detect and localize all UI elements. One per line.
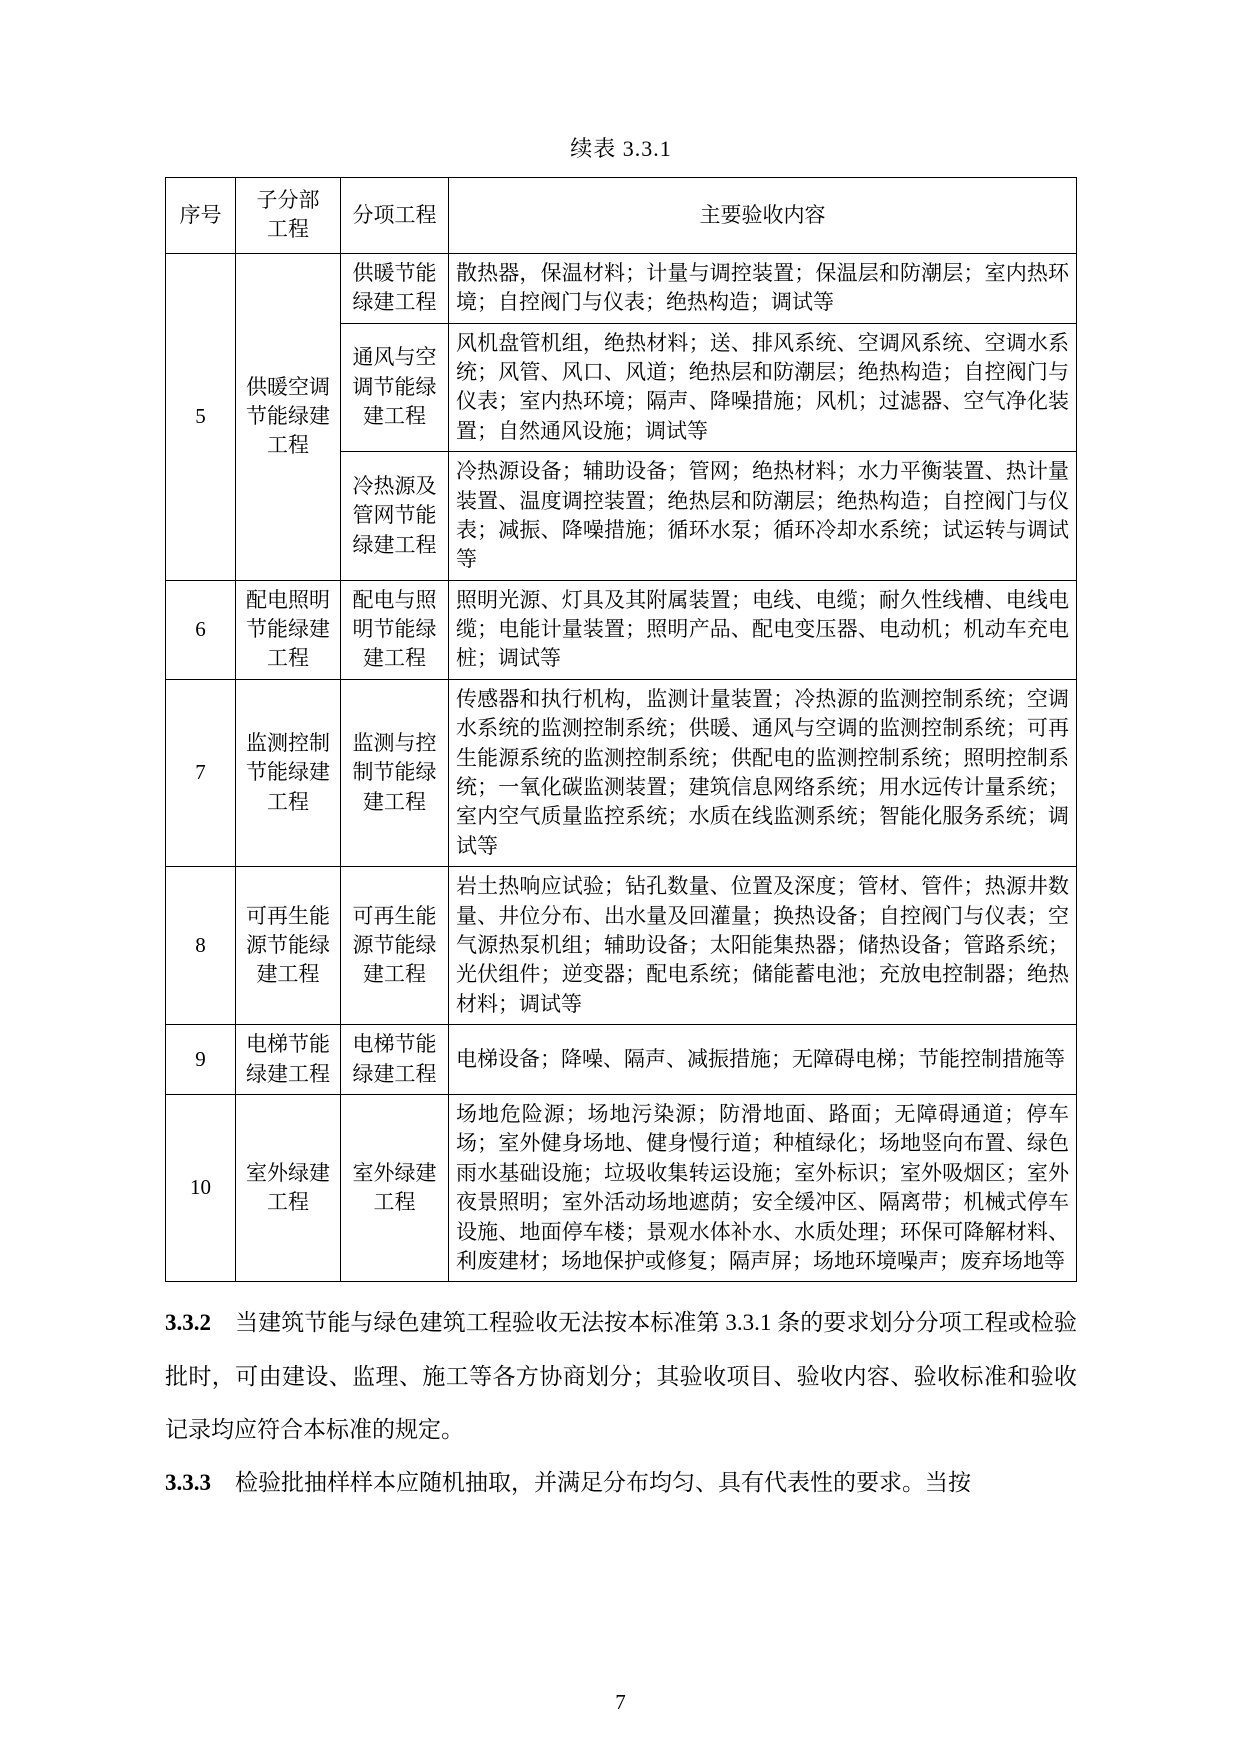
sub-division-cell: 供暖空调节能绿建工程 [236,253,341,580]
serial-cell: 7 [166,679,236,866]
clauses-section [165,1296,1077,1509]
sub-item-cell: 通风与空调节能绿建工程 [341,323,449,452]
table-row [166,1025,1077,1095]
sub-division-cell: 监测控制节能绿建工程 [236,679,341,866]
sub-division-cell: 配电照明节能绿建工程 [236,580,341,679]
sub-division-cell: 室外绿建工程 [236,1094,341,1281]
header-sub-item: 分项工程 [341,178,449,254]
serial-cell: 8 [166,867,236,1025]
table-caption: 续表 3.3.1 [570,136,672,161]
clause-number: 3.3.2 [165,1310,211,1336]
sub-item-cell: 供暖节能绿建工程 [341,253,449,323]
sub-division-cell: 电梯节能绿建工程 [236,1025,341,1095]
table-row [166,867,1077,1025]
serial-cell: 10 [166,1094,236,1281]
header-main-content: 主要验收内容 [449,178,1077,254]
sub-item-cell: 可再生能源节能绿建工程 [341,867,449,1025]
sub-item-cell: 配电与照明节能绿建工程 [341,580,449,679]
acceptance-content-table [165,177,1077,1282]
table-header-row [166,178,1077,254]
content-cell: 岩土热响应试验；钻孔数量、位置及深度；管材、管件；热源井数量、井位分布、出水量及回灌量；换热设备；自控阀门与仪表；空气源热泵机组；辅助设备；太阳能集热器；储热设备；管路系统；光伏组件；逆变器；配电系统；储能蓄电池；充放电控制器；绝热材料；调试等 [449,867,1077,1025]
header-sub-division: 子分部 工程 [236,178,341,254]
content-cell: 传感器和执行机构，监测计量装置；冷热源的监测控制系统；空调水系统的监测控制系统；供暖、通风与空调的监测控制系统；可再生能源系统的监测控制系统；供配电的监测控制系统；照明控制系统；一氧化碳监测装置；建筑信息网络系统；用水远传计量系统；室内空气质量监控系统；水质在线监测系统；智能化服务系统；调试等 [449,679,1077,866]
content-cell: 电梯设备；降噪、隔声、减振措施；无障碍电梯；节能控制措施等 [449,1025,1077,1095]
header-serial: 序号 [166,178,236,254]
table-row [166,679,1077,866]
content-cell: 照明光源、灯具及其附属装置；电线、电缆；耐久性线槽、电线电缆；电能计量装置；照明产品、配电变压器、电动机；机动车充电桩；调试等 [449,580,1077,679]
content-cell: 散热器，保温材料；计量与调控装置；保温层和防潮层；室内热环境；自控阀门与仪表；绝热构造；调试等 [449,253,1077,323]
serial-cell: 9 [166,1025,236,1095]
clause-text: 检验批抽样样本应随机抽取，并满足分布均匀、具有代表性的要求。当按 [235,1470,971,1496]
content-cell: 冷热源设备；辅助设备；管网；绝热材料；水力平衡装置、热计量装置、温度调控装置；绝热层和防潮层；绝热构造；自控阀门与仪表；减振、降噪措施；循环水泵；循环冷却水系统；试运转与调试等 [449,452,1077,581]
content-cell: 风机盘管机组，绝热材料；送、排风系统、空调风系统、空调水系统；风管、风口、风道；绝热层和防潮层；绝热构造；自控阀门与仪表；室内热环境；隔声、降噪措施；风机；过滤器、空气净化装置；自然通风设施；调试等 [449,323,1077,452]
sub-item-cell: 监测与控制节能绿建工程 [341,679,449,866]
clause-3-3-2 [165,1296,1077,1456]
serial-cell: 5 [166,253,236,580]
table-row [166,253,1077,323]
serial-cell: 6 [166,580,236,679]
sub-item-cell: 冷热源及管网节能绿建工程 [341,452,449,581]
clause-3-3-3 [165,1456,1077,1509]
content-cell: 场地危险源；场地污染源；防滑地面、路面；无障碍通道；停车场；室外健身场地、健身慢行道；种植绿化；场地竖向布置、绿色雨水基础设施；垃圾收集转运设施；室外标识；室外吸烟区；室外夜景照明；室外活动场地遮荫；安全缓冲区、隔离带；机械式停车设施、地面停车楼；景观水体补水、水质处理；环保可降解材料、利废建材；场地保护或修复；隔声屏；场地环境噪声；废弃场地等 [449,1094,1077,1281]
table-row [166,580,1077,679]
sub-division-cell: 可再生能源节能绿建工程 [236,867,341,1025]
page-number: 7 [615,1690,626,1714]
sub-item-cell: 电梯节能绿建工程 [341,1025,449,1095]
table-row [166,1094,1077,1281]
clause-text: 当建筑节能与绿色建筑工程验收无法按本标准第 3.3.1 条的要求划分分项工程或检验批时，可由建设、监理、施工等各方协商划分；其验收项目、验收内容、验收标准和验收记录均应符合本标准的规定。 [165,1310,1077,1442]
sub-item-cell: 室外绿建工程 [341,1094,449,1281]
clause-number: 3.3.3 [165,1470,211,1496]
